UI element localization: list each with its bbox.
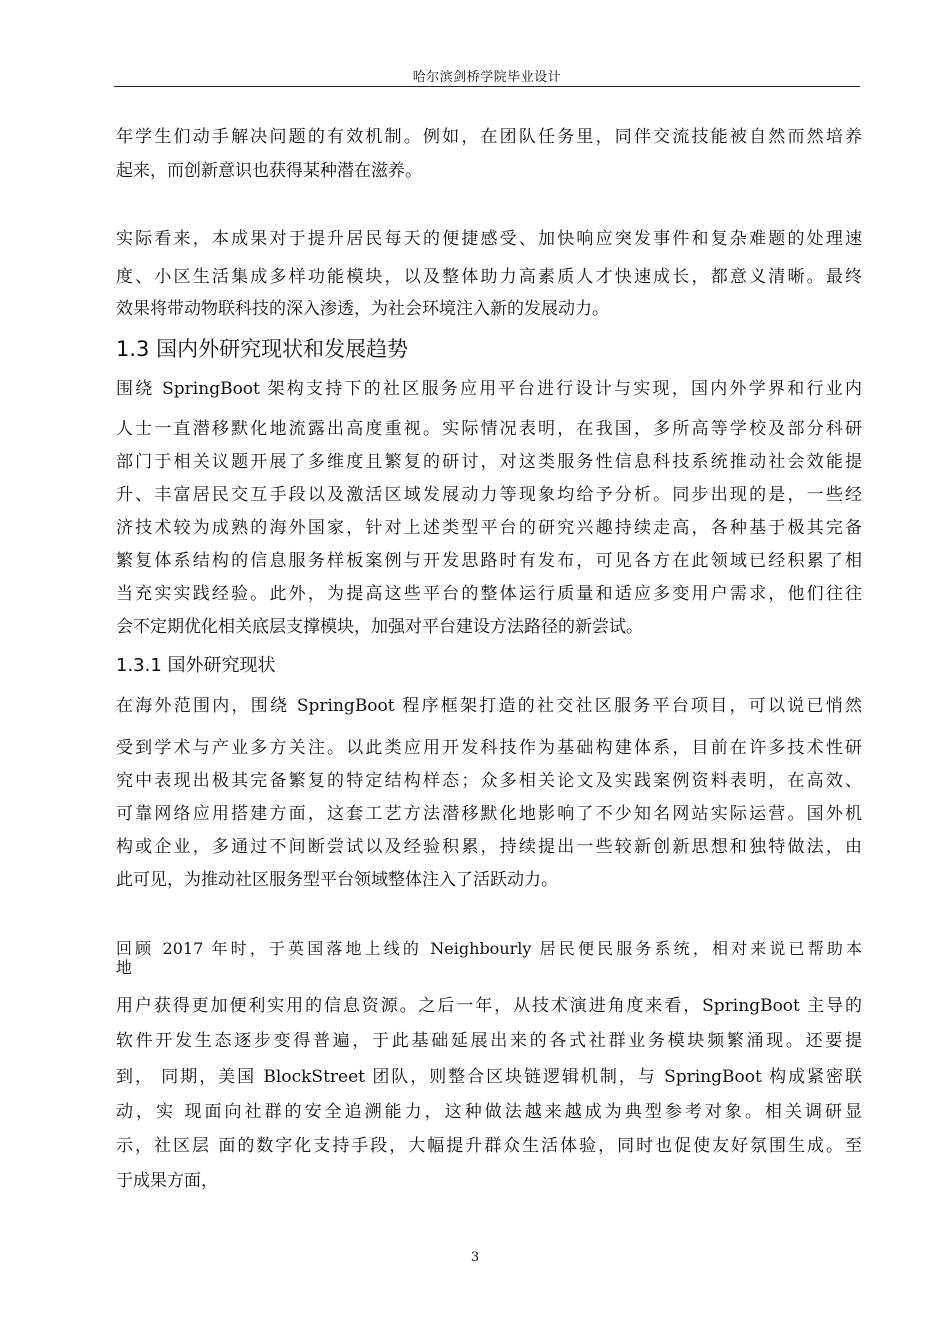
section-heading-1-3: 1.3 国内外研究现状和发展趋势	[116, 337, 409, 361]
paragraph-line: 用户获得更加便利实用的信息资源。之后一年，从技术演进角度来看，SpringBoot 主导的	[116, 996, 862, 1016]
page-number: 3	[470, 1250, 480, 1265]
paragraph-line: 在海外范围内，围绕 SpringBoot 程序框架打造的社交社区服务平台项目，可以说已悄然	[116, 696, 862, 716]
paragraph-line: 会不定期优化相关底层支撑模块，加强对平台建设方法路径的新尝试。	[116, 617, 643, 637]
paragraph-line: 构或企业，多通过不间断尝试以及经验积累，持续提出一些较新创新思想和独特做法，由	[116, 837, 862, 857]
paragraph-line: 起来，而创新意识也获得某种潜在滋养。	[116, 161, 422, 181]
paragraph-line: 受到学术与产业多方关注。以此类应用开发科技作为基础构建体系，目前在许多技术性研	[116, 738, 862, 758]
paragraph-line: 升、丰富居民交互手段以及激活区域发展动力等现象均给予分析。同步出现的是，一些经	[116, 485, 862, 505]
paragraph-line: 软件开发生态逐步变得普遍，于此基础延展出来的各式社群业务模块频繁涌现。还要提	[116, 1031, 862, 1051]
paragraph-line: 到， 同期，美国 BlockStreet 团队，则整合区块链逻辑机制，与 SpringBoot 构成紧密联	[116, 1067, 862, 1087]
paragraph-line: 繁复体系结构的信息服务样板案例与开发思路时有发布，可见各方在此领域已经积累了相	[116, 551, 862, 571]
section-heading-1-3-1: 1.3.1 国外研究现状	[116, 655, 276, 676]
paragraph-line: 于成果方面，	[116, 1171, 218, 1191]
paragraph-line: 实际看来，本成果对于提升居民每天的便捷感受、加快响应突发事件和复杂难题的处理速	[116, 229, 862, 249]
paragraph-line: 地	[116, 958, 133, 977]
paragraph-line: 度、小区生活集成多样功能模块，以及整体助力高素质人才快速成长，都意义清晰。最终	[116, 267, 862, 287]
paragraph-line: 究中表现出极其完备繁复的特定结构样态；众多相关论文及实践案例资料表明，在高效、	[116, 771, 862, 791]
paragraph-line: 回顾 2017 年时，于英国落地上线的 Neighbourly 居民便民服务系统，相对来说已帮助本	[116, 939, 862, 958]
paragraph-line: 效果将带动物联科技的深入渗透，为社会环境注入新的发展动力。	[116, 299, 609, 319]
paragraph-line: 济技术较为成熟的海外国家，针对上述类型平台的研究兴趣持续走高，各种基于极其完备	[116, 518, 862, 538]
paragraph-line: 此可见，为推动社区服务型平台领域整体注入了活跃动力。	[116, 870, 558, 890]
paragraph-line: 动，实 现面向社群的安全追溯能力，这种做法越来越成为典型参考对象。相关调研显	[116, 1102, 862, 1122]
paragraph-line: 可靠网络应用搭建方面，这套工艺方法潜移默化地影响了不少知名网站实际运营。国外机	[116, 804, 862, 824]
paragraph-line: 人士一直潜移默化地流露出高度重视。实际情况表明，在我国，多所高等学校及部分科研	[116, 419, 862, 439]
paragraph-line: 年学生们动手解决问题的有效机制。例如，在团队任务里，同伴交流技能被自然而然培养	[116, 127, 862, 147]
paragraph-line: 当充实实践经验。此外，为提高这些平台的整体运行质量和适应多变用户需求，他们往往	[116, 584, 862, 604]
paragraph-line: 部门于相关议题开展了多维度且繁复的研讨，对这类服务性信息科技系统推动社会效能提	[116, 452, 862, 472]
paragraph-line: 围绕 SpringBoot 架构支持下的社区服务应用平台进行设计与实现，国内外学界和行业内	[116, 379, 862, 399]
paragraph-line: 示，社区层 面的数字化支持手段，大幅提升群众生活体验，同时也促使友好氛围生成。至	[116, 1136, 862, 1156]
header-rule	[114, 86, 860, 87]
page-header: 哈尔滨剑桥学院毕业设计	[412, 70, 562, 85]
